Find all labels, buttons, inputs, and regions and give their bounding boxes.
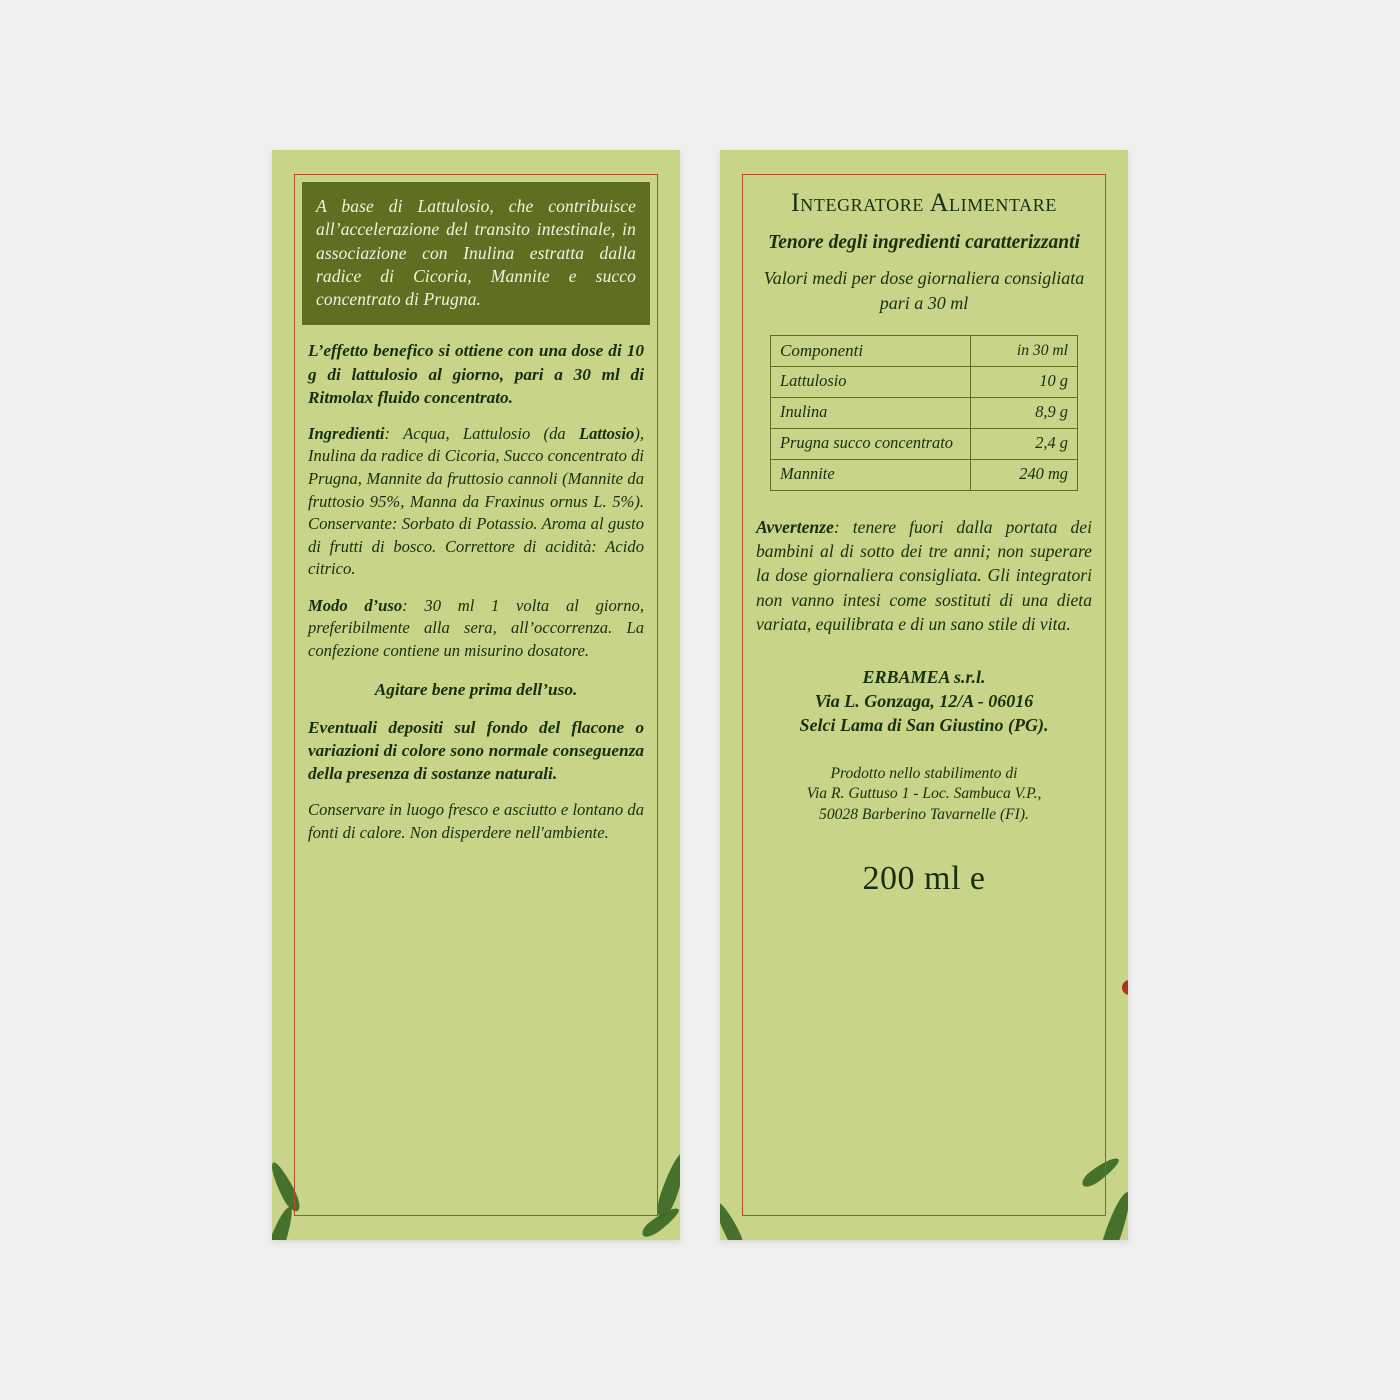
highlight-callout (302, 182, 650, 325)
highlight-text: A base di Lattulosio, che contribuisce all’accelerazione del transito intestinale, in associazione con Inulina estratta dalla radice di Cicoria, Mannite e succo concentrato di Prugna. (316, 196, 636, 310)
table-row (771, 429, 1078, 460)
nutrition-table (770, 335, 1078, 491)
shake-instruction: Agitare bene prima dell’uso. (374, 680, 578, 700)
nutrition-subtitle-2: Valori medi per dose giornaliera consigliata pari a 30 ml (763, 268, 1085, 313)
component-amount: 10 g (971, 367, 1078, 398)
storage-notice: Conservare in luogo fresco e asciutto e lontano da fonti di calore. Non disperdere nell'ambiente. (308, 800, 644, 842)
table-header-amount: in 30 ml (971, 335, 1078, 367)
ingredients-text: : Acqua, Lattulosio (da Lattosio), Inulina da radice di Cicoria, Succo concentrato di Prugna, Mannite da fruttosio cannoli (Mannite da fruttosio 95%, Manna da Fraxinus ornus L. 5%). Conservante: Sorbato di Potassio. Aroma al gusto di frutti di bosco. Correttore di acidità: Acido citrico. (308, 423, 644, 579)
component-name: Prugna succo concentrato (771, 429, 971, 460)
table-header-row (771, 335, 1078, 367)
deposits-notice: Eventuali depositi sul fondo del flacone o variazioni di colore sono normale conseguenza della presenza di sostanze naturali. (308, 717, 644, 783)
production-line-3: 50028 Barberino Tavarnelle (FI). (819, 805, 1029, 823)
component-amount: 2,4 g (971, 429, 1078, 460)
usage-label: Modo d’uso (308, 595, 403, 615)
company-city: Selci Lama di San Giustino (PG). (799, 714, 1049, 735)
production-site (756, 764, 1092, 826)
component-amount: 240 mg (971, 460, 1078, 491)
warnings-label: Avvertenze (756, 516, 834, 537)
component-amount: 8,9 g (971, 398, 1078, 429)
component-name: Mannite (771, 460, 971, 491)
warnings-text: : tenere fuori dalla portata dei bambini al di sotto dei tre anni; non superare la dose giornaliera consigliata. Gli integratori non vanno intesi come sostituti di una dieta variata, equilibrata e di un sano stile di vita. (756, 516, 1092, 634)
net-volume: 200 ml e (862, 859, 986, 897)
ingredients-block (308, 423, 644, 581)
warnings-block (756, 515, 1092, 636)
usage-block (308, 595, 644, 663)
table-header-component: Componenti (771, 335, 971, 367)
company-street: Via L. Gonzaga, 12/A - 06016 (814, 691, 1034, 711)
production-line-1: Prodotto nello stabilimento di (830, 764, 1018, 782)
nutrition-table-head (771, 335, 1078, 367)
company-name: ERBAMEA s.r.l. (862, 667, 986, 688)
production-line-2: Via R. Guttuso 1 - Loc. Sambuca V.P., (806, 785, 1042, 803)
label-content-left (294, 174, 658, 1216)
label-panel-right (720, 150, 1128, 1240)
table-row (771, 398, 1078, 429)
ingredients-label: Ingredienti (308, 423, 385, 443)
component-name: Lattulosio (771, 367, 971, 398)
component-name: Inulina (771, 398, 971, 429)
nutrition-table-body (771, 367, 1078, 490)
berry-icon (1122, 980, 1128, 995)
label-content-right (742, 174, 1106, 1216)
nutrition-subtitle: Tenore degli ingredienti caratterizzanti (768, 232, 1080, 253)
label-panel-left (272, 150, 680, 1240)
beneficial-effect-text: L’effetto benefico si ottiene con una dose di 10 g di lattulosio al giorno, pari a 30 ml di Ritmolax fluido concentrato. (308, 341, 644, 407)
table-row (771, 460, 1078, 491)
table-row (771, 367, 1078, 398)
supplement-title: Integratore Alimentare (791, 188, 1057, 217)
company-address (756, 666, 1092, 737)
usage-text: : 30 ml 1 volta al giorno, preferibilmente alla sera, all’occorrenza. La confezione contiene un misurino dosatore. (308, 595, 644, 660)
